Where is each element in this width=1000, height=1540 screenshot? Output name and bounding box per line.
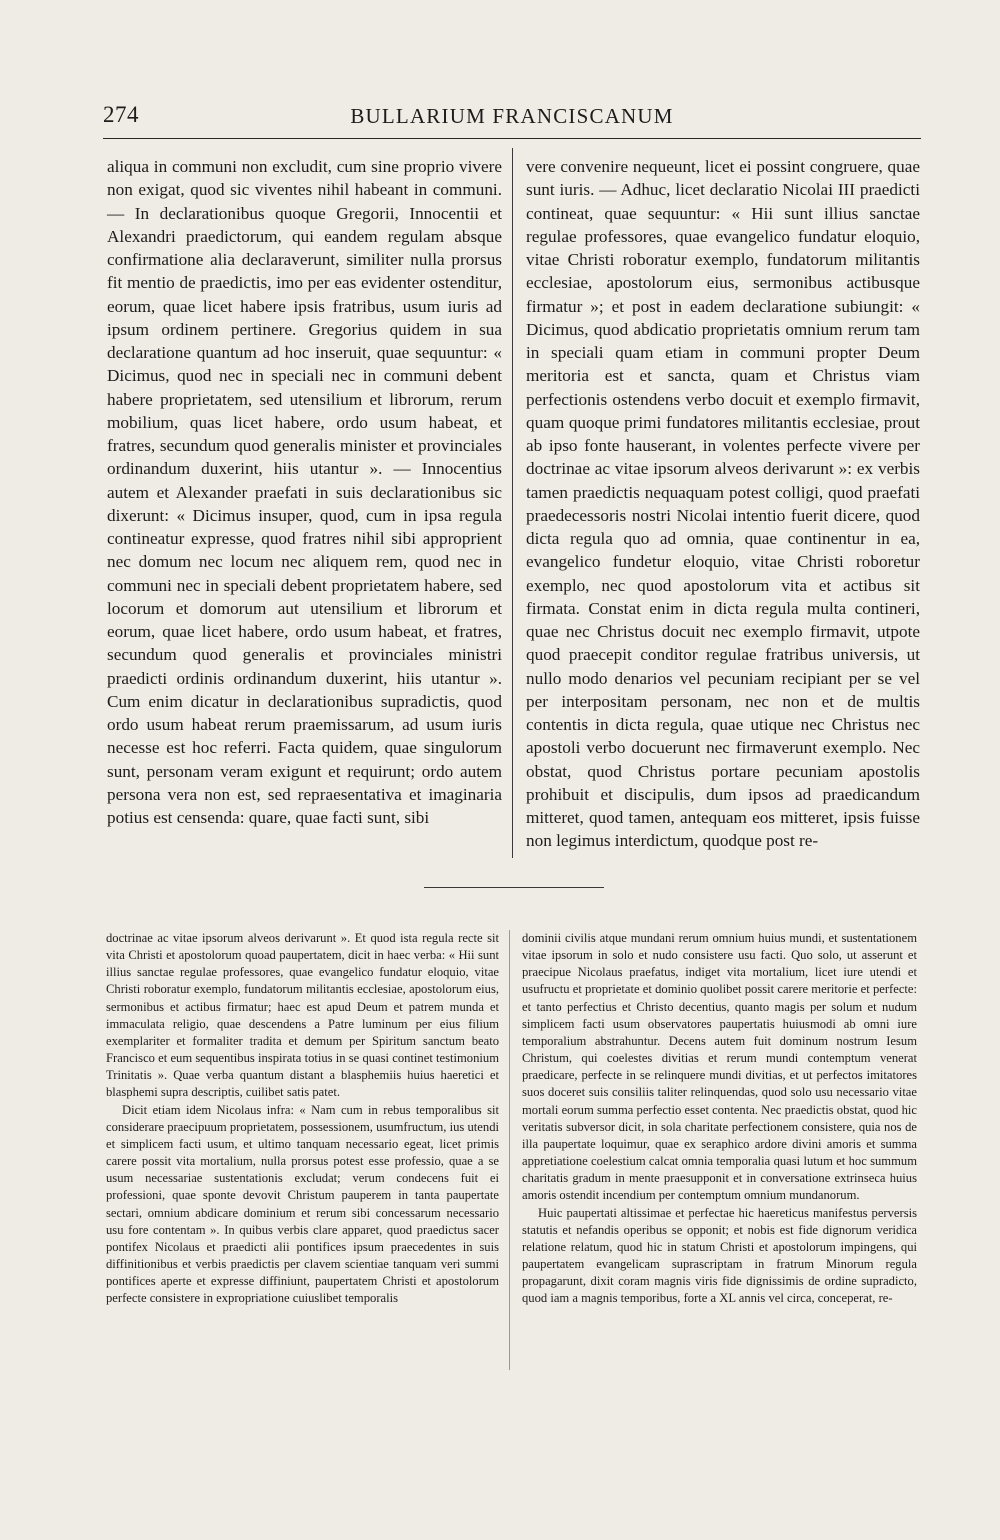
lower-text-right-column	[522, 930, 917, 1307]
lower-right-paragraph: dominii civilis atque mundani rerum omnium huius mundi, et sustentationem vitae ipsorum in solo et nudo consistere usu facti. Quo solo, ut asserunt et praecipue Nicolaus praefatus, indiget vita mortalium, licet iure utendi et usufructu et proprietate et dominio quolibet possit carere meritorie et perfecte: et tanto perfectius et Christo decentius, quanto magis per solum et nudum simplicem facti usum observatores paupertatis huiusmodi ab omni iure temporalium abstrahuntur. Decens autem fuit dominum nostrum Iesum Christum, qui coelestes divitias et rerum mundi contemptum venerat praedicare, perfecte in se relinquere mundi divitias, et ut perfectos imitatores suos doceret suis consiliis taliter relinquendas, quod solo usu necessario vitae mortali eorum summa perfectio esset contenta. Nec praedictis obstat, quod hic veritatis subversor dicit, in sola charitate perfectionem consistere, quia nos de illa paupertate loquimur, quae ex seraphico ardore divini amoris et summa appretiatione coelestium calcat omnia temporalia quasi lutum et hoc summum charitatis gradum in mente praesupponit et in conversatione extrinseca huius amoris ostendit incendium per contemptum omnium mundanorum.	[522, 931, 917, 1203]
running-title: BULLARIUM FRANCISCANUM	[350, 104, 674, 128]
lower-text-left-column	[106, 930, 499, 1307]
lower-left-paragraph: Dicit etiam idem Nicolaus infra: « Nam cum in rebus temporalibus sit considerare praecipuum proprietatem, possessionem, usumfructum, ius utendi et simplicem facti usum, et ultimo tanquam necessario egeat, licet primis carere possit vita mortalium, nulla prorsus potest esse professio, quae a se usum necessariae sustentationis excludat; verum condecens fuit ei professioni, quae sponte devovit Christum pauperem in tanta paupertate sectari, omnium abdicare dominium et rerum sibi concessarum necessario usu fore contentam ». In quibus verbis clare apparet, quod praedictus sacer pontifex Nicolaus et praedicti alii pontifices ipsum praecedentes in suis diffinitionibus et verbis praedictis per clavem scientiae tanquam veri summi pontifices aperte et expresse diffiniunt, paupertatem Christi et apostolorum perfecte consistere in expropriatione cuiuslibet temporalis	[106, 1102, 499, 1306]
lower-column-divider	[509, 930, 510, 1370]
running-header	[103, 98, 921, 139]
main-text-right-column: vere convenire nequeunt, licet ei possint congruere, quae sunt iuris. — Adhuc, licet declaratio Nicolai III praedicti contineat, quae sequuntur: « Hii sunt illius sanctae regulae professores, quae evangelico fundatur eloquio, vitae Christi roboratur exemplo, fundatorum militantis ecclesiae, apostolorum eius, sermonibus actibusque firmatur »; et post in eadem declaratione subiungit: « Dicimus, quod abdicatio proprietatis omnium rerum tam in speciali quam etiam in communi propter Deum meritoria est et sancta, quam et Christus viam perfectionis ostendens verbo docuit et exemplo firmavit, quam quoque primi fundatores militantis ecclesiae, prout ab ipso fonte hauserant, in volentes perfecte vivere per doctrinae ac vitae ipsorum alveos derivarunt »: ex verbis tamen praedictis nequaquam potest colligi, quod praefati praedecessoris nostri Nicolai intentio fuerit dicere, quod dicta regula quo ad omnia, quae continentur in ea, evangelico fundetur eloquio, vitae Christi roboretur exemplo, nec quod apostolorum vita et actibus sit firmata. Constat enim in dicta regula multa contineri, quae nec Christus docuit nec exemplo firmavit, utpote quod praecepit conditor regulae fratribus universis, ut nullo modo denarios vel pecuniam recipiant per se vel per interpositam personam, nec non et de multis contentis in dicta regula, quae utique nec Christus nec apostoli verbo docuerunt nec firmaverunt exemplo. Nec obstat, quod Christus portare pecuniam apostolis prohibuit et discipulis, dum ipsos ad praedicandum mitteret, quod tamen, antequam eos mitteret, ipsis fuisse non legimus interdictum, quodque post re-	[526, 157, 920, 851]
page-number: 274	[103, 102, 139, 127]
lower-right-paragraph: Huic paupertati altissimae et perfectae hic haereticus manifestus perversis statutis et nefandis operibus se opponit; et nobis est fide dignorum veridica relatione relatum, quod hic in statum Christi et apostolorum impingens, qui paupertatem evangelicam suprascriptam in fratrum Minorum regula propagarunt, dixit coram magnis viris fide dignissimis de ordine supradicto, quod iam a magnis temporibus, forte a XL annis vel circa, conceperat, re-	[522, 1205, 917, 1306]
column-divider	[512, 148, 513, 858]
main-text-left-column: aliqua in communi non excludit, cum sine proprio vivere non exigat, quod sic viventes nihil habeant in communi. — In declarationibus quoque Gregorii, Innocentii et Alexandri praedictorum, qui eandem regulam absque confirmatione alia declaraverunt, similiter nulla prorsus fit mentio de praedictis, imo per eas evidenter ostenditur, eorum, quae licet habere ipsis fratribus, usum iuris ad ipsum ordinem pertinere. Gregorius quidem in sua declaratione quantum ad hoc inseruit, quae sequuntur: « Dicimus, quod nec in speciali nec in communi debent habere proprietatem, sed utensilium et librorum, rerum mobilium, quas licet habere, ordo usum habeat, et fratres, secundum quod generalis minister et provinciales ordinandum duxerint, hiis utantur ». — Innocentius autem et Alexander praefati in suis declarationibus sic dixerunt: « Dicimus insuper, quod, cum in ipsa regula contineatur expresse, quod fratres nihil sibi approprient nec domum nec locum nec aliquem rem, quod nec in communi nec in speciali debent proprietatem habere, sed locorum et domorum aut utensilium et librorum et eorum, quae licet habere, ordo usum habeat, et fratres, secundum quod generalis et provinciales ministri praedicti ordinis ordinandum duxerint, hiis utantur ». Cum enim dicatur in declarationibus supradictis, quod ordo usum habeat rerum praemissarum, ad usum iuris necesse est hoc referri. Facta quidem, quae singulorum sunt, personam veram exigunt et requirunt; ordo autem persona vera non est, sed repraesentativa et imaginaria potius est censenda: quare, quae facti sunt, sibi	[107, 157, 502, 827]
section-divider	[424, 887, 604, 888]
lower-left-paragraph: doctrinae ac vitae ipsorum alveos derivarunt ». Et quod ista regula recte sit vita Christi et apostolorum quoad paupertatem, dicit in haec verba: « Hii sunt illius sanctae regulae professores, quae evangelico fundatur eloquio, vitae Christi roboratur exemplo, fundatorum militantis ecclesiae, apostolorum eius, sermonibus et actibus firmatur; haec est apud Deum et patrem munda et immaculata religio, quae descendens a Patre luminum per eius filium exemplariter et formaliter tradita et demum per Spiritum sanctum beato Francisco et eum sequentibus inspirata totius in se quasi continet testimonium Trinitatis ». Quae verba quantum distant a blasphemiis huius haeretici et blasphemi supra descriptis, cuilibet satis patet.	[106, 931, 499, 1100]
